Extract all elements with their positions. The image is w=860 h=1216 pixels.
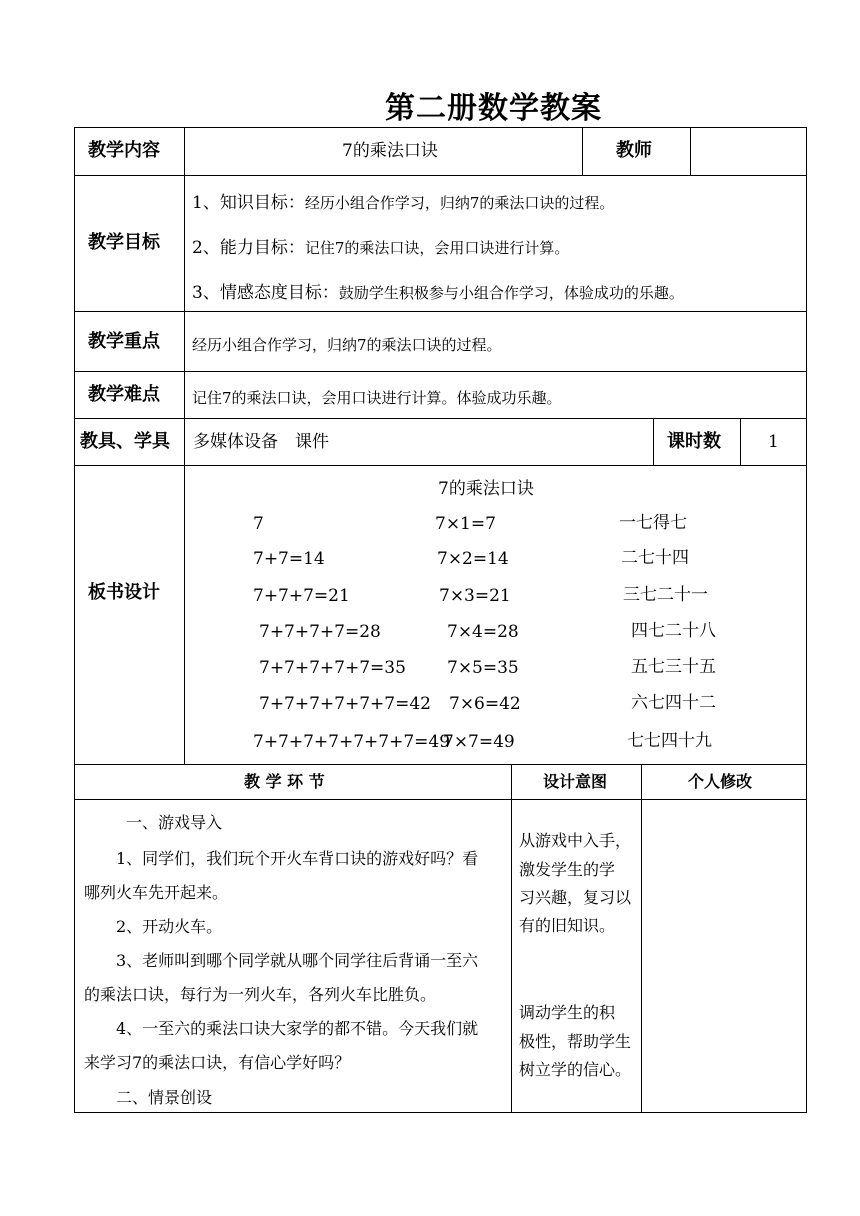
intent-line: 树立学的信心。 [519, 1060, 632, 1079]
process-line: 4、一至六的乘法口诀大家学的都不错。今天我们就 [116, 1019, 479, 1038]
board-sum: 7+7+7+7+7=35 [259, 658, 406, 678]
goal-prefix: 3、情感态度目标： [192, 283, 339, 303]
board-sum: 7+7+7=21 [253, 586, 350, 606]
board-sum: 7+7=14 [253, 549, 325, 569]
board-rhyme: 四七二十八 [631, 621, 716, 641]
intent-line: 有的旧知识。 [519, 916, 616, 935]
content-value: 7的乘法口诀 [342, 141, 438, 161]
board-mult: 7×3=21 [439, 586, 511, 606]
board-sum: 7+7+7+7=28 [259, 622, 381, 642]
hours-value: 1 [768, 432, 779, 452]
intent-line: 从游戏中入手， [519, 831, 632, 850]
page-title: 第二册数学教案 [385, 91, 602, 126]
goals-label: 教学目标 [88, 232, 160, 253]
board-mult: 7×2=14 [437, 549, 509, 569]
goal-text: 经历小组合作学习，归纳7的乘法口诀的过程。 [304, 194, 615, 212]
board-mult: 7×1=7 [435, 514, 496, 534]
tools-label: 教具、学具 [80, 431, 170, 452]
intent-line: 调动学生的积 [519, 1003, 616, 1022]
board-rhyme: 五七三十五 [631, 657, 716, 677]
teacher-label: 教师 [616, 140, 652, 161]
process-line: 二、情景创设 [116, 1088, 213, 1107]
process-line: 1、同学们，我们玩个开火车背口诀的游戏好吗？看 [116, 849, 479, 868]
process-line: 的乘法口诀，每行为一列火车，各列火车比胜负。 [84, 985, 437, 1004]
board-label: 板书设计 [88, 582, 160, 603]
process-line: 来学习7的乘法口诀，有信心学好吗？ [84, 1053, 351, 1072]
intent-line: 极性，帮助学生 [519, 1032, 632, 1051]
process-line: 一、游戏导入 [126, 813, 223, 832]
board-rhyme: 六七四十二 [631, 693, 716, 713]
goal-prefix: 1、知识目标： [192, 193, 305, 213]
process-line: 3、老师叫到哪个同学就从哪个同学往后背诵一至六 [116, 951, 479, 970]
process-line: 2、开动火车。 [116, 917, 223, 936]
key-point-label: 教学重点 [88, 331, 160, 352]
board-sum: 7+7+7+7+7+7=42 [259, 694, 431, 714]
board-heading: 7的乘法口诀 [438, 479, 534, 499]
hours-label: 课时数 [667, 431, 721, 452]
intent-line: 激发学生的学 [519, 860, 616, 879]
revision-col-header: 个人修改 [688, 772, 753, 791]
board-sum: 7+7+7+7+7+7+7=49 [253, 732, 451, 752]
tools-text: 多媒体设备 课件 [193, 432, 329, 452]
board-rhyme: 二七十四 [621, 548, 689, 568]
goal-text: 记住7的乘法口诀，会用口诀进行计算。 [304, 239, 570, 257]
board-rhyme: 三七二十一 [623, 585, 708, 605]
board-mult: 7×7=49 [443, 732, 515, 752]
board-rhyme: 七七四十九 [627, 731, 712, 751]
board-sum: 7 [253, 514, 264, 534]
process-col-header: 教 学 环 节 [244, 772, 325, 791]
goal-item-3 [192, 278, 684, 303]
difficulty-text: 记住7的乘法口诀，会用口诀进行计算。体验成功乐趣。 [192, 389, 562, 407]
process-line: 哪列火车先开起来。 [84, 883, 229, 902]
intent-col-header: 设计意图 [543, 772, 608, 791]
goal-prefix: 2、能力目标： [192, 238, 305, 258]
content-label: 教学内容 [88, 140, 160, 161]
board-rhyme: 一七得七 [619, 513, 687, 533]
board-mult: 7×5=35 [447, 658, 519, 678]
board-mult: 7×4=28 [447, 622, 519, 642]
goal-item-2 [192, 233, 569, 258]
difficulty-label: 教学难点 [88, 384, 160, 405]
goal-text: 鼓励学生积极参与小组合作学习，体验成功的乐趣。 [338, 284, 684, 302]
goal-item-1 [192, 188, 614, 213]
board-mult: 7×6=42 [449, 694, 521, 714]
key-point-text: 经历小组合作学习，归纳7的乘法口诀的过程。 [192, 336, 502, 354]
intent-line: 习兴趣，复习以 [519, 888, 632, 907]
